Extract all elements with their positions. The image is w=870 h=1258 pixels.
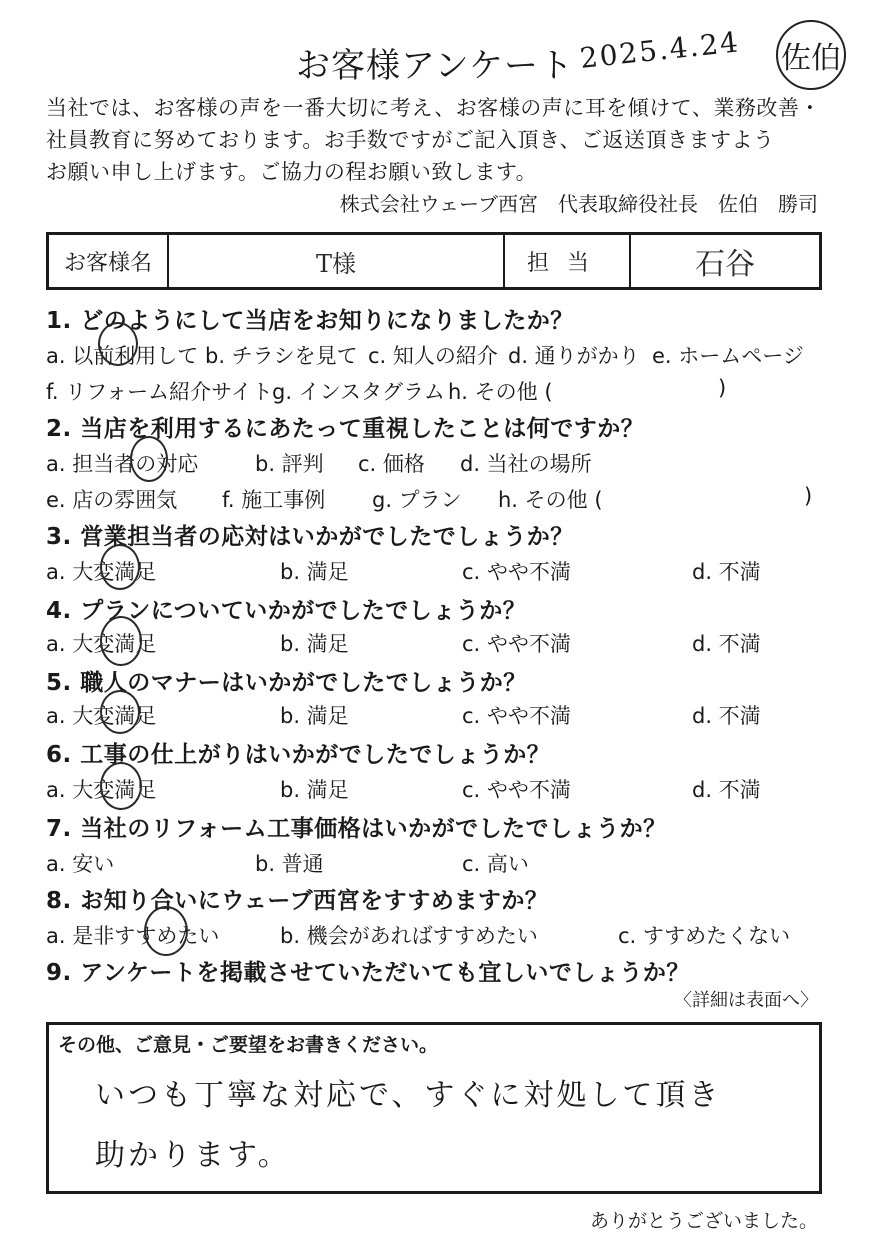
footnote: 〈詳細は表面へ〉 — [674, 990, 818, 1011]
q1-option-d: d. 通りがかり — [508, 344, 640, 368]
q1-answer-circle — [98, 322, 138, 366]
q3-option-c: c. やや不満 — [462, 560, 571, 584]
question-6: 6. 工事の仕上がりはいかがでしたでしょうか？ — [46, 742, 551, 768]
q2-option-g: g. プラン — [372, 488, 462, 512]
q5-option-d: d. 不満 — [692, 704, 761, 728]
q4-option-b: b. 満足 — [280, 632, 349, 656]
q2-option-c: c. 価格 — [358, 452, 425, 476]
q8-option-b: b. 機会があればすすめたい — [280, 924, 538, 948]
q1-option-g: g. インスタグラム — [272, 380, 445, 404]
q2-option-h: h. その他 ( — [498, 488, 603, 512]
q6-option-c: c. やや不満 — [462, 778, 571, 802]
q4-option-d: d. 不満 — [692, 632, 761, 656]
q2-option-h-close: ) — [804, 484, 813, 508]
customer-info-table — [46, 232, 822, 290]
intro-line-1: 当社では、お客様の声を一番大切に考え、お客様の声に耳を傾けて、業務改善・ — [46, 96, 821, 120]
question-3: 3. 営業担当者の応対はいかがでしたでしょうか？ — [46, 524, 574, 550]
q1-option-c: c. 知人の紹介 — [368, 344, 498, 368]
q3-option-b: b. 満足 — [280, 560, 349, 584]
q7-option-b: b. 普通 — [255, 852, 324, 876]
q7-option-a: a. 安い — [46, 852, 115, 876]
page-title: お客様アンケート — [296, 46, 574, 86]
q6-option-d: d. 不満 — [692, 778, 761, 802]
q5-option-b: b. 満足 — [280, 704, 349, 728]
q2-option-e: e. 店の雰囲気 — [46, 488, 178, 512]
q1-option-b: b. チラシを見て — [205, 344, 358, 368]
comment-line-2: 助かります。 — [95, 1138, 291, 1173]
q1-option-h: h. その他 ( — [448, 380, 553, 404]
customer-name-value: T様 — [169, 235, 505, 287]
question-1: 1. どのようにして当店をお知りになりましたか？ — [46, 308, 574, 334]
q4-option-c: c. やや不満 — [462, 632, 571, 656]
q6-option-b: b. 満足 — [280, 778, 349, 802]
intro-line-3: お願い申し上げます。ご協力の程お願い致します。 — [46, 160, 538, 184]
company-signature: 株式会社ウェーブ西宮 代表取締役社長 佐伯 勝司 — [339, 192, 818, 216]
staff-value: 石谷 — [695, 247, 755, 282]
staff-label: 担当 — [505, 235, 631, 287]
q3-option-d: d. 不満 — [692, 560, 761, 584]
q1-option-e: e. ホームページ — [652, 344, 804, 368]
q5-answer-circle — [100, 690, 140, 734]
q1-option-h-close: ) — [718, 376, 727, 400]
question-4: 4. プランについていかがでしたでしょうか？ — [46, 598, 527, 624]
question-8: 8. お知り合いにウェーブ西宮をすすめますか？ — [46, 888, 549, 914]
question-9: 9. アンケートを掲載させていただいても宜しいでしょうか？ — [46, 960, 690, 986]
customer-name-label: お客様名 — [49, 235, 169, 287]
q3-option-a: a. 大変満足 — [46, 560, 157, 584]
q1-option-f: f. リフォーム紹介サイト — [46, 380, 273, 404]
q3-answer-circle — [100, 544, 140, 590]
handwritten-date: 2025.4.24 — [578, 25, 742, 75]
q2-answer-circle — [130, 436, 168, 482]
q8-option-a: a. 是非すすめたい — [46, 924, 220, 948]
comment-label: その他、ご意見・ご要望をお書きください。 — [58, 1034, 439, 1056]
q8-option-c: c. すすめたくない — [618, 924, 791, 948]
question-7: 7. 当社のリフォーム工事価格はいかがでしたでしょうか？ — [46, 816, 667, 842]
seal-stamp: 佐伯 — [776, 20, 846, 90]
q4-answer-circle — [100, 616, 142, 666]
question-5: 5. 職人のマナーはいかがでしたでしょうか？ — [46, 670, 527, 696]
q6-answer-circle — [100, 762, 142, 810]
thanks-text: ありがとうございました。 — [589, 1210, 818, 1232]
q2-option-b: b. 評判 — [255, 452, 324, 476]
q6-option-a: a. 大変満足 — [46, 778, 157, 802]
q7-option-c: c. 高い — [462, 852, 529, 876]
q2-option-d: d. 当社の場所 — [460, 452, 592, 476]
q5-option-c: c. やや不満 — [462, 704, 571, 728]
question-2: 2. 当店を利用するにあたって重視したことは何ですか？ — [46, 416, 645, 442]
q1-option-a: a. 以前利用して — [46, 344, 199, 368]
q2-option-a: a. 担当者の対応 — [46, 452, 199, 476]
q5-option-a: a. 大変満足 — [46, 704, 157, 728]
comment-line-1: いつも丁寧な対応で、すぐに対処して頂き — [95, 1078, 722, 1113]
q2-option-f: f. 施工事例 — [222, 488, 326, 512]
q4-option-a: a. 大変満足 — [46, 632, 157, 656]
intro-line-2: 社員教育に努めております。お手数ですがご記入頂き、ご返送頂きますよう — [46, 128, 775, 152]
q8-answer-circle — [144, 906, 188, 956]
